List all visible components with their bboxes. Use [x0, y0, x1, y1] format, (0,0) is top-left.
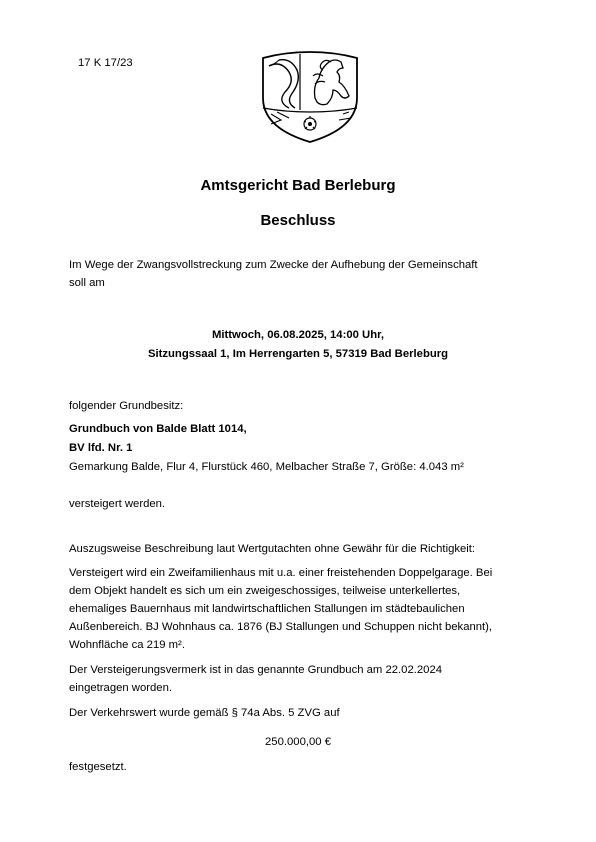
- intro-line-1: Im Wege der Zwangsvollstreckung zum Zwecke der Aufhebung der Gemeinschaft: [69, 259, 478, 271]
- description-line: Wohnfläche ca 219 m².: [69, 639, 185, 651]
- appointment-location: Sitzungssaal 1, Im Herrengarten 5, 57319 Bad Berleburg: [147, 348, 449, 360]
- file-number: 17 K 17/23: [78, 57, 133, 69]
- auction-text: versteigert werden.: [69, 498, 166, 510]
- property-details: Gemarkung Balde, Flur 4, Flurstück 460, Melbacher Straße 7, Größe: 4.043 m²: [69, 461, 464, 473]
- registration-line: Der Versteigerungsvermerk ist in das genannte Grundbuch am 22.02.2024: [69, 664, 443, 676]
- court-name: Amtsgericht Bad Berleburg: [200, 177, 396, 194]
- coat-of-arms-icon: [255, 46, 365, 146]
- registration-line: eingetragen worden.: [69, 682, 173, 694]
- description-line: Versteigert wird ein Zweifamilienhaus mit u.a. einer freistehenden Doppelgarage. Bei: [69, 567, 493, 579]
- document-title: Beschluss: [260, 212, 336, 229]
- value-amount: 250.000,00 €: [265, 736, 331, 748]
- description-line: Außenbereich. BJ Wohnhaus ca. 1876 (BJ Stallungen und Schuppen nicht bekannt),: [69, 621, 493, 633]
- description-line: ehemaliges Bauernhaus mit landwirtschaftlichen Stallungen im städtebaulichen: [69, 603, 465, 615]
- value-outro: festgesetzt.: [69, 761, 127, 773]
- description-heading: Auszugsweise Beschreibung laut Wertgutachten ohne Gewähr für die Richtigkeit:: [69, 543, 476, 555]
- property-register: Grundbuch von Balde Blatt 1014,: [69, 423, 247, 435]
- description-line: dem Objekt handelt es sich um ein zweigeschossiges, teilweise unterkellertes,: [69, 585, 461, 597]
- appointment-date-time: Mittwoch, 06.08.2025, 14:00 Uhr,: [211, 329, 385, 341]
- value-intro: Der Verkehrswert wurde gemäß § 74a Abs. 5 ZVG auf: [69, 707, 340, 719]
- property-entry: BV lfd. Nr. 1: [69, 442, 133, 454]
- property-label: folgender Grundbesitz:: [69, 400, 184, 412]
- intro-line-2: soll am: [69, 277, 105, 289]
